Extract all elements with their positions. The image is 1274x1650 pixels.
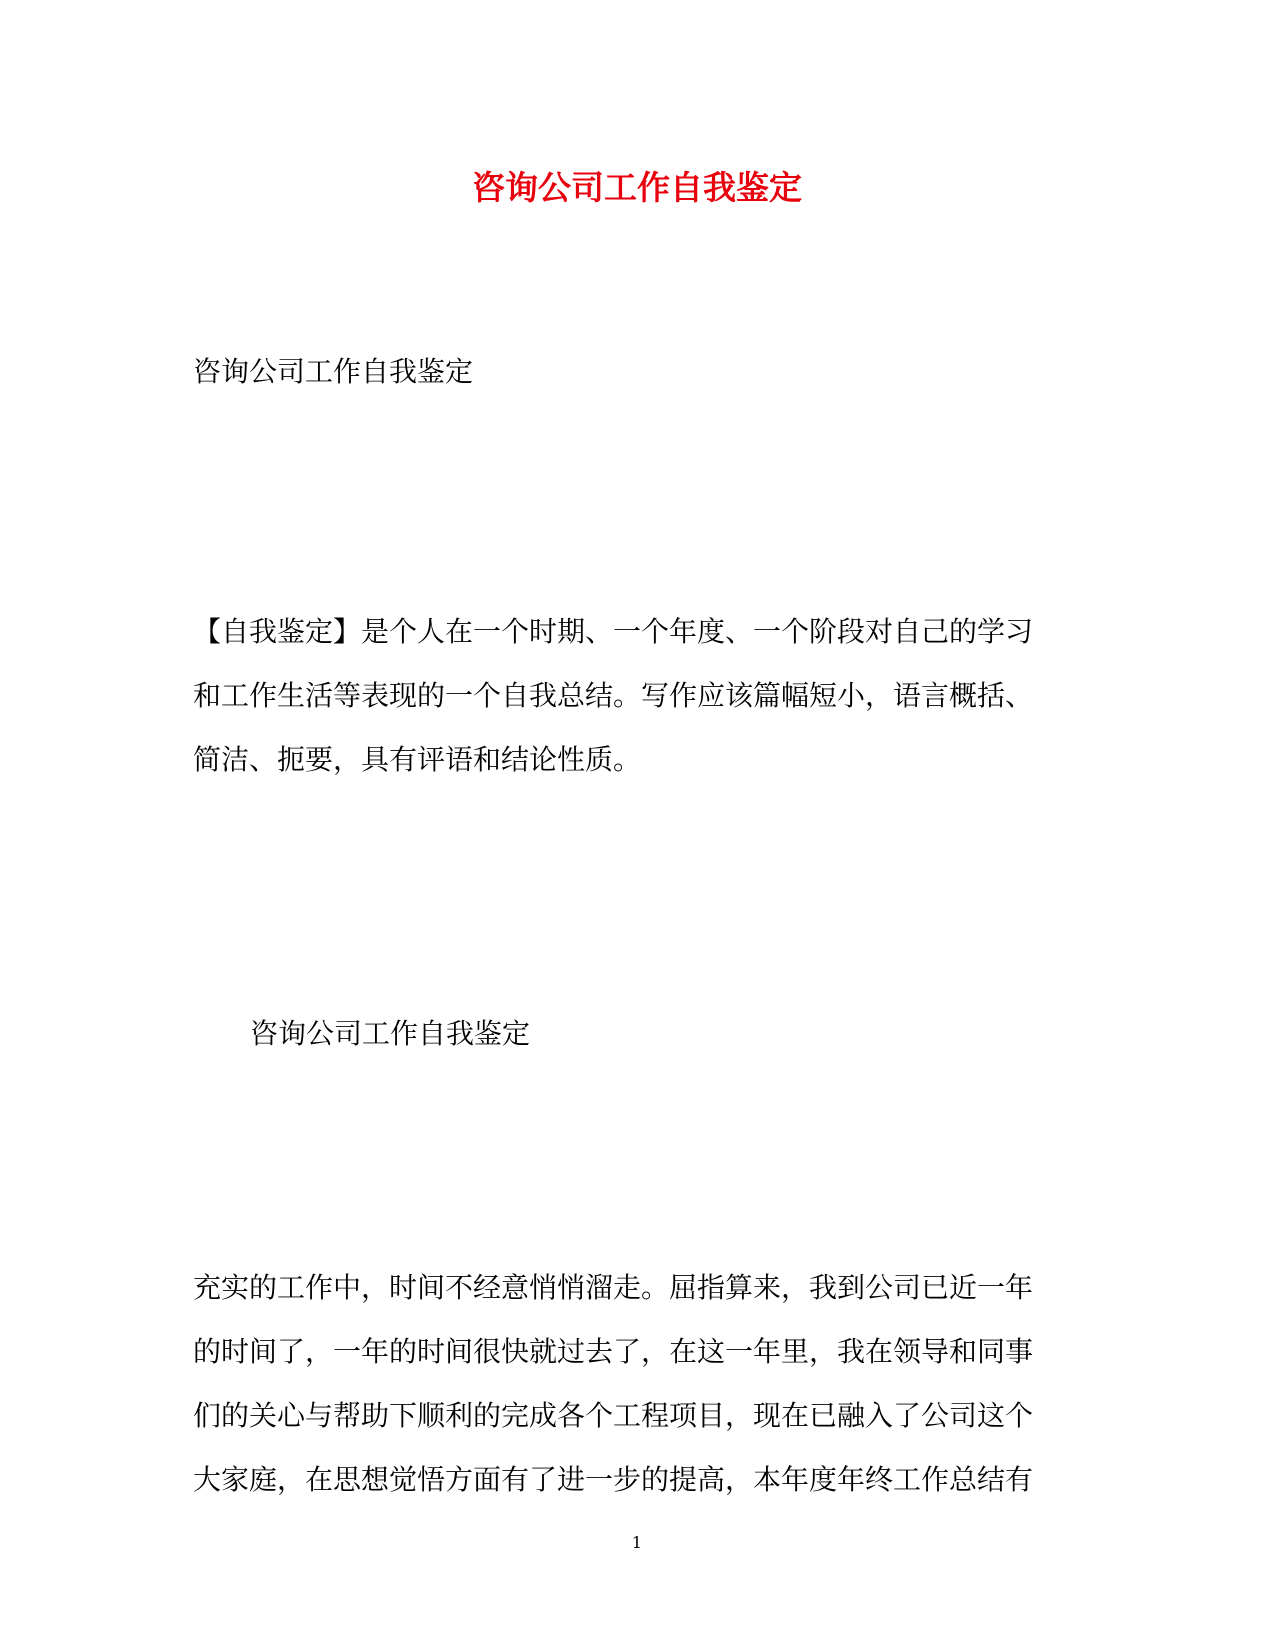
document-title: 咨询公司工作自我鉴定 [472, 168, 802, 207]
intro-paragraph [193, 600, 1083, 792]
section-heading: 咨询公司工作自我鉴定 [250, 1017, 531, 1050]
subheading: 咨询公司工作自我鉴定 [193, 355, 474, 388]
paragraph-line: 【自我鉴定】是个人在一个时期、一个年度、一个阶段对自己的学习 [193, 615, 1034, 648]
paragraph-line: 大家庭，在思想觉悟方面有了进一步的提高，本年度年终工作总结有 [193, 1463, 1034, 1496]
page-number: 1 [631, 1533, 643, 1552]
paragraph-line: 简洁、扼要，具有评语和结论性质。 [193, 743, 642, 776]
paragraph-line: 充实的工作中，时间不经意悄悄溜走。屈指算来，我到公司已近一年 [193, 1271, 1034, 1304]
body-paragraph [193, 1256, 1083, 1512]
paragraph-line: 的时间了，一年的时间很快就过去了，在这一年里，我在领导和同事 [193, 1335, 1034, 1368]
paragraph-line: 和工作生活等表现的一个自我总结。写作应该篇幅短小，语言概括、 [193, 679, 1034, 712]
paragraph-line: 们的关心与帮助下顺利的完成各个工程项目，现在已融入了公司这个 [193, 1399, 1034, 1432]
